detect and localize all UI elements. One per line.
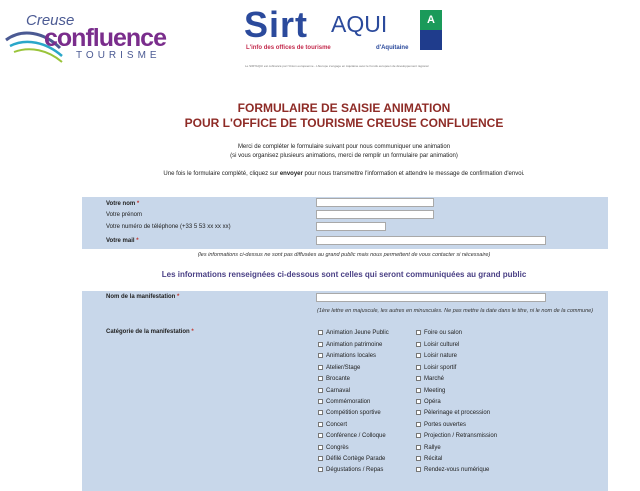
- sirt-logo-text: Sirt: [244, 4, 309, 45]
- eu-flag-icon: [420, 30, 442, 50]
- checkbox-icon[interactable]: [318, 467, 323, 472]
- sirtaqui-fineprint: Le SIRTAQUI est cofinancé par l'Union européenne - L'Europe s'engage en Aquitaine avec le Fonds européen de développement régional: [245, 64, 429, 68]
- checkbox-icon[interactable]: [318, 342, 323, 347]
- manifestation-name-input[interactable]: [316, 293, 546, 302]
- telephone-input[interactable]: [316, 222, 386, 231]
- category-checkbox[interactable]: Concert: [318, 420, 347, 430]
- checkbox-icon[interactable]: [318, 330, 323, 335]
- intro-text-c: pour nous transmettre l'information et attendre le message de confirmation d'envoi.: [302, 171, 525, 177]
- category-checkbox[interactable]: Portes ouvertes: [416, 420, 466, 430]
- creuse-logo-text: Creuse: [26, 12, 75, 29]
- checkbox-icon[interactable]: [416, 342, 421, 347]
- category-checkbox[interactable]: Loisir sportif: [416, 363, 456, 373]
- checkbox-icon[interactable]: [318, 388, 323, 393]
- category-checkbox[interactable]: Opéra: [416, 397, 441, 407]
- category-checkbox[interactable]: Conférence / Colloque: [318, 431, 386, 441]
- region-aquitaine-logo: [420, 10, 442, 50]
- telephone-label: Votre numéro de téléphone (+33 5 53 xx xx xx): [106, 224, 231, 230]
- category-checkbox[interactable]: Pèlerinage et procession: [416, 408, 490, 418]
- checkbox-icon[interactable]: [416, 445, 421, 450]
- page-title: [0, 101, 640, 131]
- category-checkbox[interactable]: Loisir nature: [416, 351, 457, 361]
- sirtaqui-tagline: L'info des offices de tourisme: [246, 45, 331, 51]
- checkbox-icon[interactable]: [318, 399, 323, 404]
- creuse-confluence-logo: [4, 12, 169, 64]
- checkbox-icon[interactable]: [416, 365, 421, 370]
- nom-input[interactable]: [316, 198, 434, 207]
- intro-envoyer: envoyer: [279, 171, 303, 177]
- checkbox-icon[interactable]: [318, 456, 323, 461]
- checkbox-icon[interactable]: [318, 365, 323, 370]
- sirtaqui-logo: [244, 4, 444, 63]
- intro-line-2: (si vous organisez plusieurs animations, merci de remplir un formulaire par animation): [230, 153, 458, 159]
- category-checkbox[interactable]: Animation patrimoine: [318, 340, 382, 350]
- checkbox-icon[interactable]: [416, 376, 421, 381]
- category-checkbox[interactable]: Loisir culturel: [416, 340, 459, 350]
- category-checkbox[interactable]: Animations locales: [318, 351, 376, 361]
- category-checkbox[interactable]: Carnaval: [318, 386, 350, 396]
- contact-note: (les informations ci-dessus ne sont pas diffusées au grand public mais nous permettent de vous contacter si nécessaire): [197, 252, 491, 258]
- manifestation-name-help: (1ère lettre en majuscule, les autres en minuscules. Ne pas mettre la date dans le titre, ni le nom de la commune): [317, 308, 594, 314]
- checkbox-icon[interactable]: [416, 353, 421, 358]
- mail-label: Votre mail *: [106, 238, 139, 244]
- region-logo-letter: A: [420, 10, 442, 30]
- tourisme-logo-text: TOURISME: [76, 50, 161, 61]
- confluence-logo-text: confluence: [44, 24, 166, 52]
- category-checkbox[interactable]: Animation Jeune Public: [318, 328, 389, 338]
- category-checkbox[interactable]: Projection / Retransmission: [416, 431, 497, 441]
- intro-line-1: Merci de compléter le formulaire suivant pour nous communiquer une animation: [237, 144, 451, 150]
- intro-line-3: [0, 170, 640, 179]
- category-checkbox[interactable]: Dégustations / Repas: [318, 465, 383, 475]
- category-checkbox[interactable]: Récital: [416, 454, 442, 464]
- checkbox-icon[interactable]: [318, 376, 323, 381]
- prenom-input[interactable]: [316, 210, 434, 219]
- title-line-2: POUR L'OFFICE DE TOURISME CREUSE CONFLUENCE: [184, 116, 504, 130]
- title-line-1: FORMULAIRE DE SAISIE ANIMATION: [237, 101, 451, 115]
- checkbox-icon[interactable]: [416, 433, 421, 438]
- category-checkbox[interactable]: Rallye: [416, 443, 441, 453]
- categorie-label: Catégorie de la manifestation *: [106, 329, 194, 335]
- checkbox-icon[interactable]: [416, 399, 421, 404]
- category-checkbox[interactable]: Meeting: [416, 386, 445, 396]
- category-checkbox[interactable]: Marché: [416, 374, 444, 384]
- category-checkbox[interactable]: Brocante: [318, 374, 350, 384]
- checkbox-icon[interactable]: [416, 422, 421, 427]
- public-info-heading: Les informations renseignées ci-dessous sont celles qui seront communiquées au grand public: [161, 270, 527, 279]
- checkbox-icon[interactable]: [318, 445, 323, 450]
- category-checkbox[interactable]: Atelier/Stage: [318, 363, 360, 373]
- checkbox-icon[interactable]: [416, 388, 421, 393]
- category-checkbox[interactable]: Rendez-vous numérique: [416, 465, 489, 475]
- prenom-label: Votre prénom: [106, 212, 143, 218]
- category-checkbox[interactable]: Foire ou salon: [416, 328, 462, 338]
- category-checkbox[interactable]: Commémoration: [318, 397, 370, 407]
- checkbox-icon[interactable]: [416, 410, 421, 415]
- checkbox-icon[interactable]: [318, 422, 323, 427]
- checkbox-icon[interactable]: [318, 410, 323, 415]
- category-checkbox[interactable]: Défilé Cortège Parade: [318, 454, 385, 464]
- checkbox-icon[interactable]: [318, 433, 323, 438]
- nom-label: Votre nom *: [106, 201, 140, 207]
- aqui-logo-text: AQUI: [331, 11, 388, 37]
- checkbox-icon[interactable]: [318, 353, 323, 358]
- mail-input[interactable]: [316, 236, 546, 245]
- manifestation-name-label: Nom de la manifestation *: [106, 294, 180, 300]
- sirtaqui-region: d'Aquitaine: [376, 45, 409, 51]
- checkbox-icon[interactable]: [416, 467, 421, 472]
- checkbox-icon[interactable]: [416, 456, 421, 461]
- category-checkbox[interactable]: Compétition sportive: [318, 408, 381, 418]
- intro-text-a: Une fois le formulaire complété, cliquez sur: [163, 171, 280, 177]
- page-header: [0, 0, 640, 80]
- category-checkbox[interactable]: Congrès: [318, 443, 349, 453]
- checkbox-icon[interactable]: [416, 330, 421, 335]
